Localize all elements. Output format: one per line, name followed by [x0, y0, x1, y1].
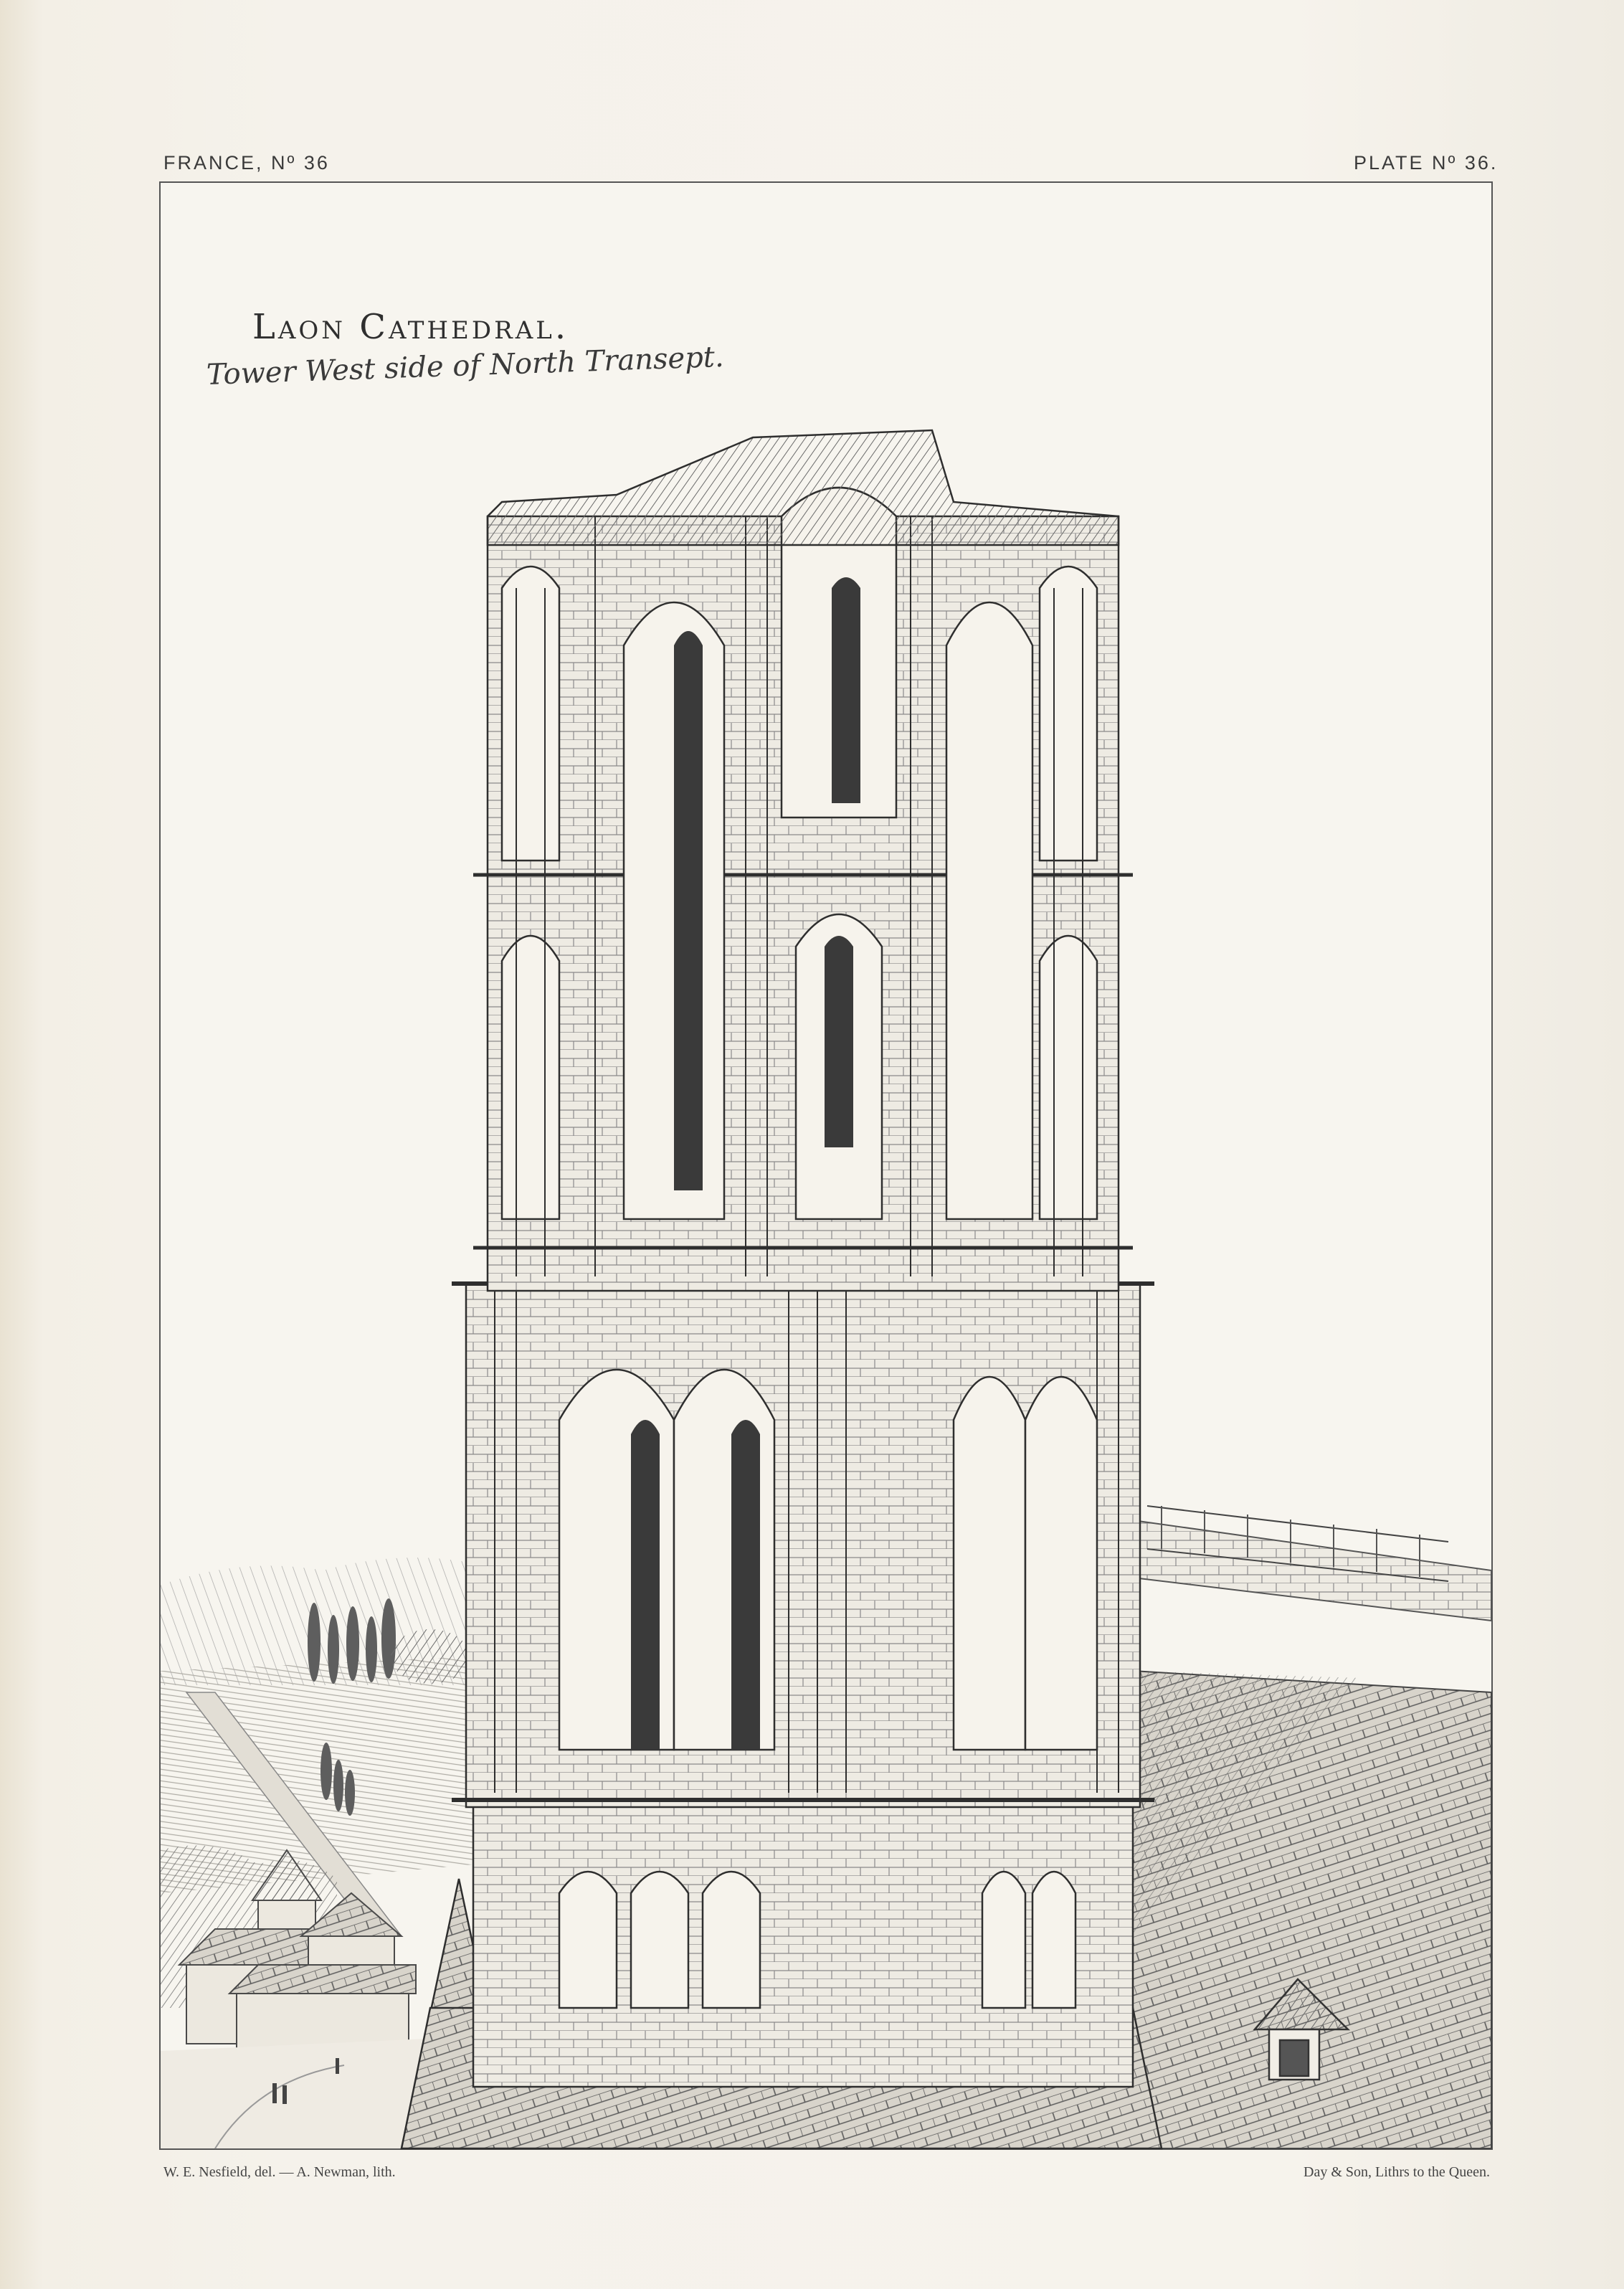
artist-credit: W. E. Nesfield, del. — A. Newman, lith.	[163, 2164, 396, 2180]
series-label: FRANCE, Nº 36	[163, 152, 330, 174]
roof-right	[1133, 1506, 1491, 2148]
plate-subtitle: Tower West side of North Transept.	[206, 340, 725, 392]
plate-number: PLATE Nº 36.	[1354, 152, 1499, 174]
plate-title: Laon Cathedral.	[252, 307, 569, 347]
tower	[402, 430, 1162, 2148]
printer-credit: Day & Son, Lithrs to the Queen.	[1304, 2164, 1490, 2180]
